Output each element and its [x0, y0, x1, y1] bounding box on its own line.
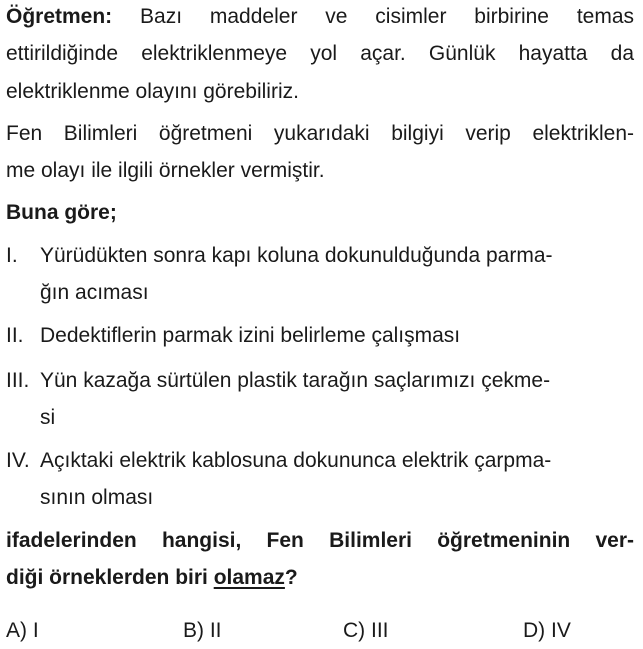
- statement-text: Dedektiflerin parmak izini belirleme çalışması: [40, 324, 461, 347]
- statement-number: IV.: [6, 449, 30, 472]
- statement-1-cont: ğın acıması: [40, 281, 149, 304]
- option-b[interactable]: B) II: [183, 619, 222, 642]
- statement-text: Yürüdükten sonra kapı koluna dokunulduğunda parma-: [40, 244, 553, 267]
- question-line-1: ifadelerinden hangisi, Fen Bilimleri öğretmeninin ver-: [6, 529, 634, 552]
- question-text: diği örneklerden biri: [6, 566, 214, 589]
- question-line-2: [6, 564, 298, 592]
- statement-2: [6, 322, 460, 350]
- intro-line-1: [6, 3, 634, 31]
- statement-text: Açıktaki elektrik kablosuna dokununca elektrik çarpma-: [40, 449, 552, 472]
- statement-4: [6, 447, 551, 475]
- statement-1: [6, 242, 553, 270]
- emphasis-word: olamaz: [213, 566, 285, 589]
- statement-4-cont: sının olması: [40, 486, 154, 509]
- intro-text-1: Bazı maddeler ve cisimler birbirine temas: [140, 5, 634, 28]
- statement-number: II.: [6, 324, 24, 347]
- prompt-heading: Buna göre;: [6, 201, 117, 224]
- statement-3: [6, 367, 550, 395]
- intro-line-2: ettirildiğinde elektriklenmeye yol açar. Günlük hayatta da: [6, 42, 634, 65]
- intro-line-3: elektriklenme olayını görebiliriz.: [6, 80, 299, 103]
- teacher-label: Öğretmen:: [6, 5, 113, 28]
- option-d[interactable]: D) IV: [523, 619, 571, 642]
- statement-number: I.: [6, 244, 18, 267]
- option-c[interactable]: C) III: [343, 619, 389, 642]
- statement-number: III.: [6, 369, 30, 392]
- statement-3-cont: si: [40, 406, 56, 429]
- context-line-1: Fen Bilimleri öğretmeni yukarıdaki bilgiyi verip elektriklen-: [6, 122, 634, 145]
- option-a[interactable]: A) I: [6, 619, 39, 642]
- statement-text: Yün kazağa sürtülen plastik tarağın saçlarımızı çekme-: [40, 369, 551, 392]
- context-line-2: me olayı ile ilgili örnekler vermiştir.: [6, 159, 325, 182]
- question-mark: ?: [284, 566, 298, 589]
